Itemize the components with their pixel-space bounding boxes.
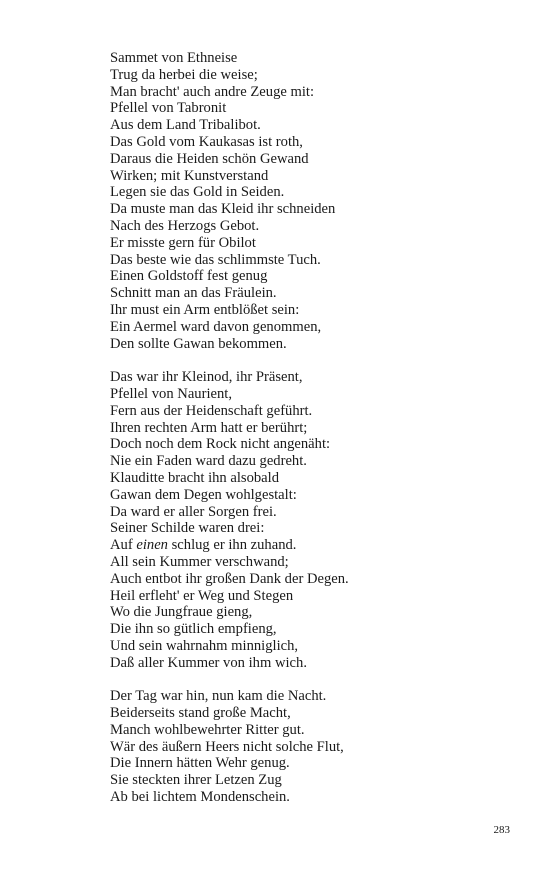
verse-line: Pfellel von Naurient,: [110, 385, 232, 402]
stanza: [110, 688, 530, 806]
verse-line: Aus dem Land Tribalibot.: [110, 117, 261, 134]
verse-line: Wirken; mit Kunstverstand: [110, 167, 269, 184]
verse-line: Ihren rechten Arm hatt er berührt;: [110, 419, 308, 436]
verse-line: Klauditte bracht ihn alsobald: [110, 469, 279, 486]
verse-line: Manch wohlbewehrter Ritter gut.: [110, 721, 305, 738]
verse-line: Das war ihr Kleinod, ihr Präsent,: [110, 369, 303, 386]
verse-line: Da muste man das Kleid ihr schneiden: [110, 201, 336, 218]
stanza: [110, 369, 530, 671]
verse-line: Die Innern hätten Wehr genug.: [110, 755, 290, 772]
verse-line: Legen sie das Gold in Seiden.: [110, 184, 285, 201]
verse-line: Das beste wie das schlimmste Tuch.: [110, 251, 321, 268]
verse-line: Daß aller Kummer von ihm wich.: [110, 654, 307, 671]
verse-line: Ab bei lichtem Mondenschein.: [110, 789, 290, 806]
verse-line: Daraus die Heiden schön Gewand: [110, 150, 309, 167]
verse-line: All sein Kummer verschwand;: [110, 553, 289, 570]
verse-line: Nie ein Faden ward dazu gedreht.: [110, 453, 307, 470]
verse-line: Die ihn so gütlich empfieng,: [110, 621, 277, 638]
verse-line: Das Gold vom Kaukasas ist roth,: [110, 133, 303, 150]
verse-line: Trug da herbei die weise;: [110, 66, 258, 83]
verse-line: Sie steckten ihrer Letzen Zug: [110, 772, 282, 789]
page-number: 283: [493, 824, 510, 836]
verse-line: Der Tag war hin, nun kam die Nacht.: [110, 688, 327, 705]
verse-line: Seiner Schilde waren drei:: [110, 520, 265, 537]
verse-line: Doch noch dem Rock nicht angenäht:: [110, 436, 331, 453]
verse-line: Er misste gern für Obilot: [110, 234, 256, 251]
verse-line: Und sein wahrnahm minniglich,: [110, 637, 299, 654]
verse-line: Ihr must ein Arm entblößet sein:: [110, 301, 300, 318]
verse-line: Sammet von Ethneise: [110, 50, 238, 66]
verse-line: Man bracht' auch andre Zeuge mit:: [110, 83, 315, 100]
verse-line: Wo die Jungfraue gieng,: [110, 604, 253, 621]
verse-line: Den sollte Gawan bekommen.: [110, 335, 287, 352]
verse-line: [110, 537, 530, 554]
verse-line: Auch entbot ihr großen Dank der Degen.: [110, 570, 349, 587]
verse-line-text: Auf: [110, 537, 137, 554]
verse-line: Nach des Herzogs Gebot.: [110, 217, 260, 234]
verse-line: Heil erfleht' er Weg und Stegen: [110, 587, 294, 604]
verse-line: Fern aus der Heidenschaft geführt.: [110, 402, 313, 419]
stanza: [110, 50, 530, 352]
verse-line: Da ward er aller Sorgen frei.: [110, 503, 277, 520]
verse-line-emphasis: einen: [136, 537, 168, 554]
verse-line: Pfellel von Tabronit: [110, 100, 227, 117]
verse-line: Einen Goldstoff fest genug: [110, 268, 268, 285]
verse-line: Wär des äußern Heers nicht solche Flut,: [110, 738, 344, 755]
poem-text: [110, 50, 530, 823]
verse-line: Gawan dem Degen wohlgestalt:: [110, 486, 297, 503]
verse-line-text: schlug er ihn zuhand.: [167, 537, 297, 554]
verse-line: Schnitt man an das Fräulein.: [110, 285, 277, 302]
verse-line: Beiderseits stand große Macht,: [110, 705, 291, 722]
verse-line: Ein Aermel ward davon genommen,: [110, 318, 322, 335]
